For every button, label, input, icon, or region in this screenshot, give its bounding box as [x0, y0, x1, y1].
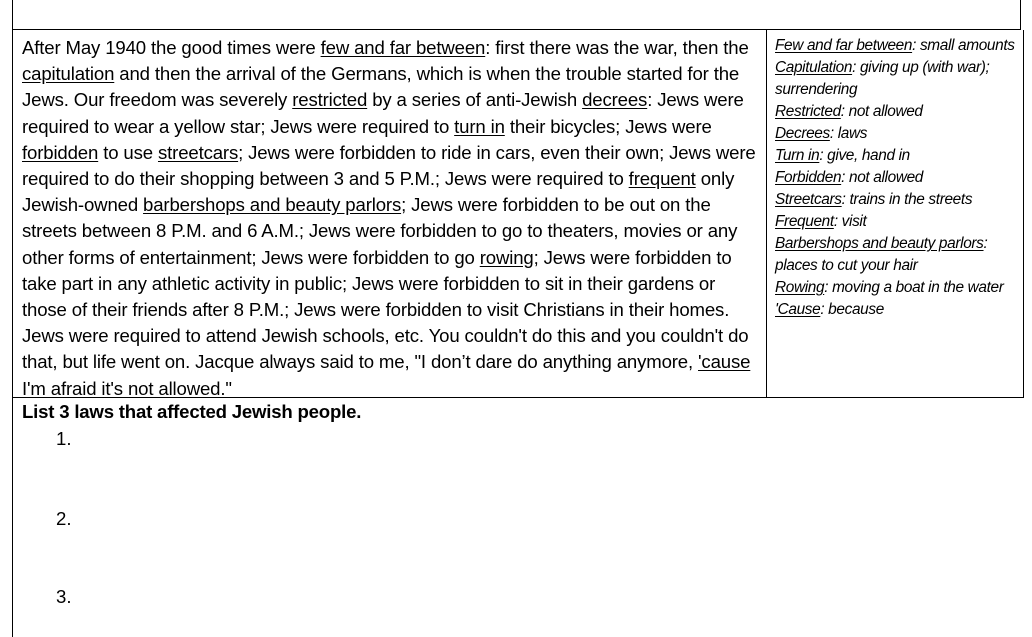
question-section	[12, 397, 1024, 637]
vocab-word: 'cause	[698, 351, 751, 373]
vocab-definition: : moving a boat in the water	[824, 279, 1004, 296]
header-row	[12, 0, 1021, 30]
vocab-word: few and far between	[320, 37, 486, 58]
vocab-definition: : laws	[829, 125, 868, 142]
passage-text: their bicycles; Jews were	[504, 115, 712, 137]
vocab-definition: : give, hand in	[819, 147, 910, 164]
vocab-definition: : giving up (with war); surrendering	[775, 59, 990, 98]
vocab-term: Restricted	[775, 103, 841, 120]
vocab-entry	[775, 167, 1017, 189]
vocab-term: Barbershops and beauty parlors	[775, 235, 984, 252]
vocab-entry	[775, 123, 1017, 145]
passage-text: ; Jews were forbidden to take part in any athletic activity in public; Jews were forbidden to sit in their gardens or those of their friends after 8 P.M.; Jews were forbidden to visit Christians in their homes. Jews were required to attend Jewish schools, etc. You couldn't do this and you couldn't do that, but life went on. Jacque always said to me, "I don’t dare do anything anymore,	[22, 246, 749, 373]
vocab-term: 'Cause	[775, 301, 821, 318]
vocab-definition: : visit	[833, 213, 867, 230]
vocab-entry	[775, 277, 1017, 299]
vocab-term: Forbidden	[775, 169, 842, 186]
question-title: List 3 laws that affected Jewish people.	[22, 401, 362, 422]
vocab-term: Streetcars	[775, 191, 842, 208]
vocab-definition: : places to cut your hair	[775, 235, 988, 274]
answer-number-2: 2.	[56, 508, 72, 529]
vocab-word: capitulation	[22, 63, 115, 85]
passage-text: only Jewish-owned	[22, 168, 735, 216]
vocab-word: decrees	[582, 89, 648, 111]
vocab-word: rowing	[479, 246, 534, 268]
passage-text: After May 1940 the good times were	[22, 37, 321, 58]
vocab-term: Capitulation	[775, 59, 853, 76]
vocab-term: Rowing	[775, 279, 825, 296]
vocab-definition: : not allowed	[841, 169, 924, 186]
vocab-entry	[775, 35, 1017, 57]
vocab-word: frequent	[628, 168, 696, 190]
vocab-entry	[775, 233, 1017, 277]
vocab-term: Frequent	[775, 213, 834, 230]
passage-text: and then the arrival of the Germans, which is when the trouble started for the Jews. Our freedom was severely	[22, 63, 740, 111]
vocab-entry	[775, 299, 1017, 321]
passage-text: ; Jews were forbidden to be out on the streets between 8 P.M. and 6 A.M.; Jews were forbidden to go to theaters, movies or any other forms of entertainment; Jews were forbidden to go	[22, 194, 738, 268]
vocab-entry	[775, 101, 1017, 123]
passage-text: I'm afraid it's not allowed."	[22, 377, 232, 399]
vocab-entry	[775, 145, 1017, 167]
vocab-entry	[775, 189, 1017, 211]
vocab-term: Decrees	[775, 125, 830, 142]
answer-number-3: 3.	[56, 586, 72, 607]
vocab-definition: : because	[820, 301, 884, 318]
answer-number-1: 1.	[56, 428, 72, 449]
vocab-word: turn in	[454, 115, 505, 137]
vocabulary-list	[766, 30, 1024, 398]
passage-text: : first there was the war, then the	[485, 37, 749, 58]
vocab-definition: : not allowed	[840, 103, 923, 120]
passage-text: : Jews were required to wear a yellow star; Jews were required to	[22, 89, 744, 137]
reading-passage	[12, 30, 767, 398]
vocab-word: barbershops and beauty parlors	[143, 194, 402, 216]
vocab-word: restricted	[292, 89, 368, 111]
vocab-word: forbidden	[22, 141, 99, 163]
passage-text: by a series of anti-Jewish	[367, 89, 583, 111]
vocab-term: Turn in	[775, 147, 820, 164]
vocab-word: streetcars	[157, 141, 239, 163]
passage-text: ; Jews were forbidden to ride in cars, even their own; Jews were required to do their shopping between 3 and 5 P.M.; Jews were required to	[22, 141, 756, 190]
passage-text: to use	[98, 141, 158, 163]
vocab-definition: : trains in the streets	[841, 191, 973, 208]
vocab-entry	[775, 211, 1017, 233]
vocab-entry	[775, 57, 1017, 101]
vocab-definition: : small amounts	[912, 37, 1015, 54]
vocab-term: Few and far between	[775, 37, 913, 54]
